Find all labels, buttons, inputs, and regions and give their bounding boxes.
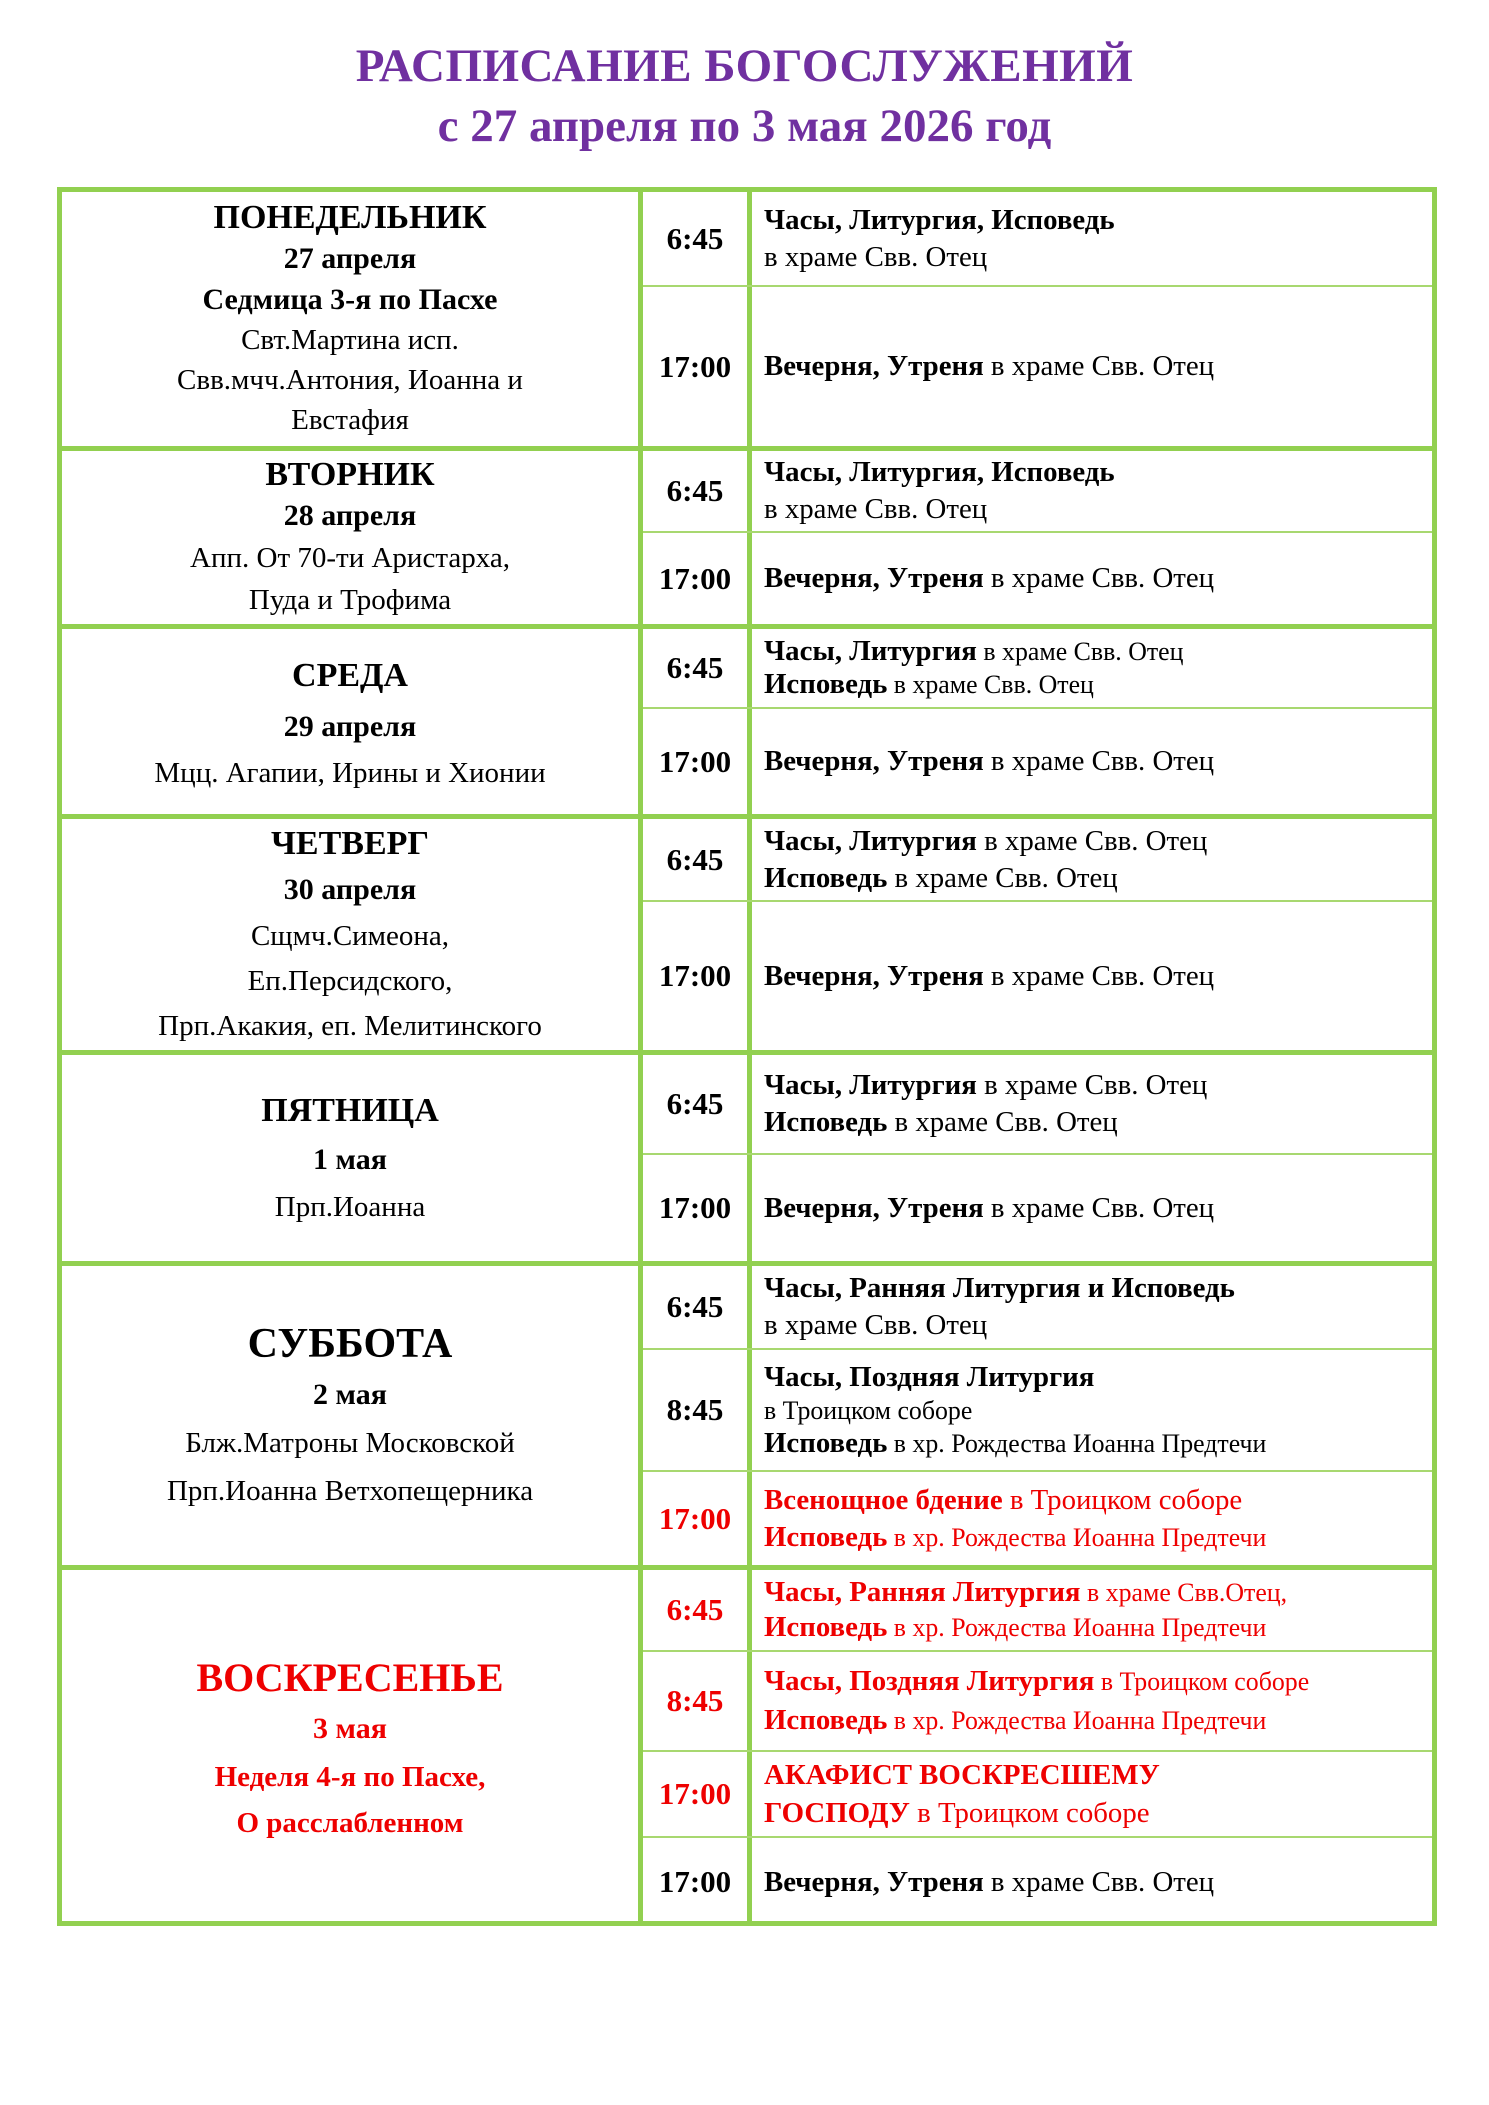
service-time: 17:00 <box>643 902 752 1050</box>
service-description <box>752 902 1432 1050</box>
service-location: в хр. Рождества Иоанна Предтечи <box>887 1428 1267 1458</box>
service-time: 6:45 <box>643 1055 752 1153</box>
day-saint: Пуда и Трофима <box>248 583 452 616</box>
page-subtitle-date-range: с 27 апреля по 3 мая 2026 год <box>437 100 1052 152</box>
service-time: 6:45 <box>643 819 752 900</box>
day-row-tuesday <box>62 451 1432 629</box>
service-slot <box>643 192 1432 287</box>
day-name: СРЕДА <box>292 656 408 694</box>
day-saint: Прп.Акакия, еп. Мелитинского <box>158 1009 542 1042</box>
service-description <box>752 1266 1432 1348</box>
service-time: 17:00 <box>643 1472 752 1565</box>
service-location: в храме Свв. Отец <box>887 1106 1118 1138</box>
day-date: 2 мая <box>313 1377 387 1411</box>
service-location: в хр. Рождества Иоанна Предтечи <box>887 1706 1267 1735</box>
service-title: Часы, Литургия <box>764 635 977 667</box>
service-slot <box>643 1652 1432 1752</box>
day-cell <box>62 1570 643 1926</box>
service-location: в храме Свв. Отец <box>887 861 1118 894</box>
day-week: Седмица 3-я по Пасхе <box>202 283 498 316</box>
service-time: 17:00 <box>643 1838 752 1926</box>
service-slot <box>643 902 1432 1050</box>
day-row-sunday <box>62 1570 1432 1926</box>
day-name: ЧЕТВЕРГ <box>270 824 430 862</box>
day-saint: Сщмч.Симеона, <box>250 919 450 952</box>
page-title: РАСПИСАНИЕ БОГОСЛУЖЕНИЙ <box>355 40 1134 92</box>
day-cell <box>62 1055 643 1261</box>
day-saint: Мцц. Агапии, Ирины и Хионии <box>154 756 546 789</box>
service-location: в храме Свв. Отец <box>983 959 1215 992</box>
day-saint: Прп.Иоанна <box>274 1191 426 1223</box>
service-location: в храме Свв. Отец <box>983 1865 1215 1898</box>
service-description <box>752 1350 1432 1470</box>
schedule-table <box>57 187 1437 1926</box>
service-description <box>752 629 1432 707</box>
day-saint: Еп.Персидского, <box>247 964 453 997</box>
day-name: ПЯТНИЦА <box>261 1092 439 1129</box>
service-description <box>752 1752 1432 1836</box>
service-description <box>752 1838 1432 1926</box>
day-cell <box>62 192 643 446</box>
day-row-friday <box>62 1055 1432 1266</box>
service-slot <box>643 533 1432 624</box>
service-location: в храме Свв. Отец <box>764 493 988 525</box>
service-slot <box>643 1055 1432 1155</box>
day-saint: Прп.Иоанна Ветхопещерника <box>166 1474 534 1507</box>
service-slot <box>643 819 1432 902</box>
day-date: 3 мая <box>313 1712 387 1745</box>
day-saint: Апп. От 70-ти Аристарха, <box>190 541 510 574</box>
service-location: в храме Свв. Отец <box>764 240 988 273</box>
service-title: Часы, Литургия, Исповедь <box>764 203 1115 236</box>
service-slot <box>643 1472 1432 1565</box>
day-cell <box>62 1266 643 1565</box>
service-location: в храме Свв. Отец <box>983 745 1215 777</box>
day-cell <box>62 451 643 624</box>
service-time: 17:00 <box>643 709 752 814</box>
day-feast: О расслабленном <box>236 1807 464 1839</box>
day-row-wednesday <box>62 629 1432 819</box>
service-location: в храме Свв. Отец <box>976 1069 1208 1101</box>
day-name: ПОНЕДЕЛЬНИК <box>213 199 487 236</box>
service-description <box>752 192 1432 285</box>
service-description <box>752 709 1432 814</box>
service-time: 17:00 <box>643 1752 752 1836</box>
service-description <box>752 1155 1432 1261</box>
service-title: Исповедь <box>764 1426 888 1459</box>
day-date: 27 апреля <box>283 242 417 275</box>
service-slot <box>643 1570 1432 1652</box>
day-row-thursday <box>62 819 1432 1055</box>
service-title: Вечерня, Утреня <box>764 745 984 777</box>
day-name: ВОСКРЕСЕНЬЕ <box>196 1655 504 1700</box>
service-slot <box>643 1266 1432 1350</box>
service-title: Вечерня, Утреня <box>764 1191 984 1224</box>
service-title: Вечерня, Утреня <box>764 562 984 594</box>
service-title: Вечерня, Утреня <box>764 959 984 992</box>
service-description <box>752 1570 1432 1650</box>
service-description <box>752 1472 1432 1565</box>
service-title: Исповедь <box>764 1106 888 1138</box>
service-title: Часы, Литургия, Исповедь <box>764 456 1115 488</box>
service-title: Часы, Ранняя Литургия и Исповедь <box>764 1272 1235 1304</box>
day-name: СУББОТА <box>247 1320 453 1367</box>
service-slot <box>643 451 1432 533</box>
service-location: в храме Свв.Отец, <box>1080 1578 1288 1607</box>
day-saint: Свт.Мартина исп. <box>241 324 459 356</box>
service-time: 8:45 <box>643 1652 752 1750</box>
service-title: Исповедь <box>764 1704 888 1736</box>
service-slot <box>643 1155 1432 1261</box>
service-title: Исповедь <box>764 861 888 894</box>
service-title: Часы, Ранняя Литургия <box>764 1576 1081 1608</box>
service-description <box>752 533 1432 624</box>
service-location: в хр. Рождества Иоанна Предтечи <box>887 1522 1267 1552</box>
day-date: 29 апреля <box>283 709 417 743</box>
day-name: ВТОРНИК <box>265 455 435 493</box>
service-title: Вечерня, Утреня <box>764 1865 984 1898</box>
day-saint: Свв.мчч.Антония, Иоанна и <box>177 364 523 396</box>
service-slot <box>643 629 1432 709</box>
service-title: Часы, Поздняя Литургия <box>764 1665 1095 1697</box>
service-title: Исповедь <box>764 668 888 700</box>
service-title: Часы, Поздняя Литургия <box>764 1360 1095 1393</box>
day-date: 28 апреля <box>283 498 417 532</box>
day-date: 30 апреля <box>283 872 417 906</box>
service-slot <box>643 287 1432 446</box>
service-location: в храме Свв. Отец <box>983 350 1215 382</box>
service-time: 8:45 <box>643 1350 752 1470</box>
service-location: в храме Свв. Отец <box>887 670 1094 699</box>
day-cell <box>62 629 643 814</box>
service-time: 6:45 <box>643 1570 752 1650</box>
service-description <box>752 1652 1432 1750</box>
service-location: в храме Свв. Отец <box>983 1191 1215 1224</box>
service-title: Всенощное бдение <box>764 1483 1003 1516</box>
service-location: в Троицком соборе <box>909 1797 1150 1829</box>
service-title: АКАФИСТ ВОСКРЕСШЕМУ <box>764 1759 1160 1791</box>
service-location: в хр. Рождества Иоанна Предтечи <box>887 1613 1267 1642</box>
day-saint: Блж.Матроны Московской <box>185 1426 515 1459</box>
day-row-saturday <box>62 1266 1432 1570</box>
service-time: 6:45 <box>643 451 752 531</box>
day-saint: Евстафия <box>291 404 409 436</box>
service-slot <box>643 1752 1432 1838</box>
service-title: Часы, Литургия <box>764 1069 977 1101</box>
service-location: в храме Свв. Отец <box>764 1309 988 1341</box>
service-slot <box>643 1838 1432 1926</box>
service-title: Исповедь <box>764 1520 888 1553</box>
service-location: в храме Свв. Отец <box>976 637 1184 666</box>
day-date: 1 мая <box>313 1143 387 1176</box>
service-location: в Троицком соборе <box>1002 1483 1243 1516</box>
service-title: Исповедь <box>764 1611 888 1643</box>
day-week: Неделя 4-я по Пасхе, <box>214 1761 486 1793</box>
service-location: в храме Свв. Отец <box>976 824 1208 857</box>
service-location: в Троицком соборе <box>1094 1667 1310 1696</box>
service-slot <box>643 709 1432 814</box>
service-slot <box>643 1350 1432 1472</box>
service-description <box>752 451 1432 531</box>
day-cell <box>62 819 643 1050</box>
service-location: в храме Свв. Отец <box>983 562 1215 594</box>
service-location: в Троицком соборе <box>764 1395 973 1425</box>
service-description <box>752 287 1432 446</box>
service-title: Часы, Литургия <box>764 824 977 857</box>
service-title: Вечерня, Утреня <box>764 350 984 382</box>
service-time: 17:00 <box>643 1155 752 1261</box>
service-time: 17:00 <box>643 533 752 624</box>
service-description <box>752 819 1432 900</box>
service-title: ГОСПОДУ <box>764 1797 910 1829</box>
service-description <box>752 1055 1432 1153</box>
service-time: 17:00 <box>643 287 752 446</box>
service-time: 6:45 <box>643 192 752 285</box>
service-time: 6:45 <box>643 1266 752 1348</box>
service-time: 6:45 <box>643 629 752 707</box>
day-row-monday <box>62 192 1432 451</box>
